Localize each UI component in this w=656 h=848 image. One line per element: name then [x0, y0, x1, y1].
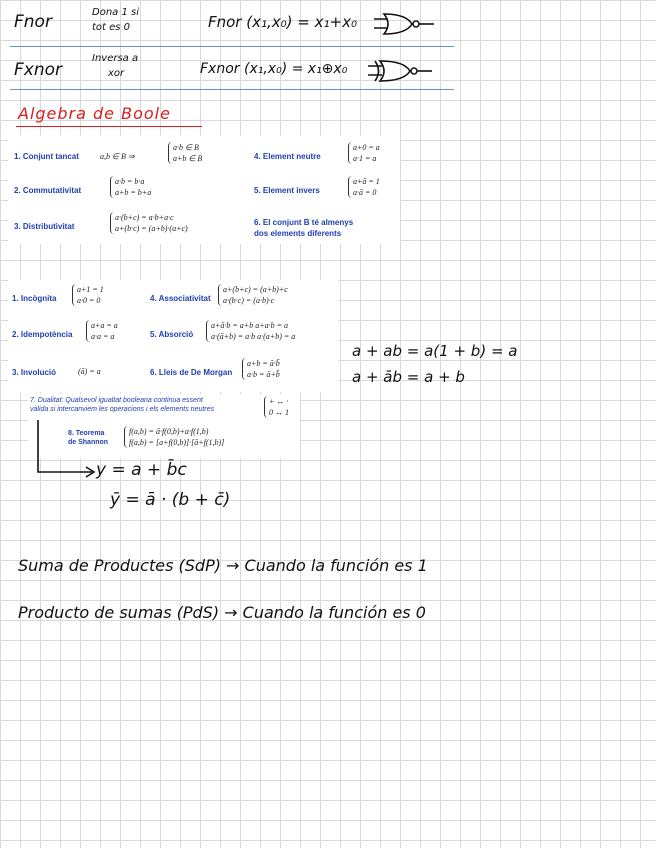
prop-a2-system: a·b = b·a a+b = b+a [110, 176, 151, 198]
prop-b6-system: a+b = ā·b̄ a·b = ā+b̄ [242, 358, 280, 380]
xnor-gate-icon [366, 58, 434, 84]
prop-b2-system: a+a = a a·a = a [86, 320, 118, 342]
fnor-formula: Fnor (x₁,x₀) = x₁+x₀ [208, 13, 357, 31]
prop-b3-label: 3. Involució [12, 368, 57, 377]
example-expression-2: ȳ = ā · (b + c̄) [110, 490, 231, 510]
prop-b5-label: 5. Absorció [150, 330, 194, 339]
fxnor-note-line2: xor [108, 68, 125, 79]
header-divider-1 [10, 46, 454, 47]
prop-a3-label: 3. Distributivitat [14, 222, 75, 231]
duality-line2: vàlida si intercanviem les operacions i els elements neutres [30, 406, 215, 413]
prop-b5-system: a+ā·b = a+b a+a·b = a a·(ā+b) = a·b a·(a+b) = a [206, 320, 295, 342]
prop-a3-system: a·(b+c) = a·b+a·c a+(b·c) = (a+b)·(a+c) [110, 212, 188, 234]
prop-a2-label: 2. Commutativitat [14, 186, 82, 195]
pos-note: Producto de sumas (PdS) → Cuando la función es 0 [18, 603, 426, 622]
absorption-note-2: a + āb = a + b [352, 368, 465, 386]
prop-a5-label: 5. Element invers [254, 186, 320, 195]
prop-a4-label: 4. Element neutre [254, 152, 321, 161]
fnor-name: Fnor [14, 12, 52, 32]
prop-b3-expr: (ā) = a [78, 367, 101, 376]
fxnor-name: Fxnor [14, 60, 63, 80]
fnor-note-line2: tot es 0 [92, 22, 131, 33]
sop-note: Suma de Productes (SdP) → Cuando la función es 1 [18, 556, 428, 575]
prop-a1-system: a·b ∈ B a+b ∈ B [168, 142, 202, 164]
duality-system: + ↔ · 0 ↔ 1 [264, 396, 289, 418]
header-divider-2 [10, 89, 454, 90]
section-title: Algebra de Boole [18, 104, 171, 123]
prop-b2-label: 2. Idempotència [12, 330, 73, 339]
prop-a1-pre: a,b ∈ B ⇒ [100, 152, 135, 161]
absorption-note-1: a + ab = a(1 + b) = a [352, 342, 518, 360]
prop-a6-label: 6. El conjunt B té almenys [254, 218, 354, 227]
properties-panel-a [8, 136, 400, 244]
example-expression-1: y = a + b̄c [96, 460, 187, 480]
duality-line1: 7. Dualitat: Qualsevol igualtat booleana continua essent [30, 397, 203, 404]
title-underline [16, 126, 202, 127]
properties-panel-b [8, 280, 338, 392]
bracket-arrow-icon [30, 418, 105, 482]
prop-a4-system: a+0 = a a·1 = a [348, 142, 380, 164]
prop-b1-label: 1. Incògnita [12, 294, 57, 303]
prop-a6-label2: dos elements diferents [254, 229, 342, 238]
prop-a1-label: 1. Conjunt tancat [14, 152, 79, 161]
prop-a5-system: a+ā = 1 a·ā = 0 [348, 176, 380, 198]
shannon-label2: de Shannon [68, 439, 109, 446]
prop-b1-system: a+1 = 1 a·0 = 0 [72, 284, 104, 306]
prop-b6-label: 6. Lleis de De Morgan [150, 368, 233, 377]
shannon-label1: 8. Teorema [68, 430, 105, 437]
prop-b4-label: 4. Associativitat [150, 294, 211, 303]
prop-b4-system: a+(b+c) = (a+b)+c a·(b·c) = (a·b)·c [218, 284, 288, 306]
nor-gate-icon [372, 12, 436, 36]
fxnor-note-line1: Inversa a [92, 53, 139, 64]
fxnor-formula: Fxnor (x₁,x₀) = x₁⊕x₀ [200, 61, 348, 77]
shannon-system: f(a,b) = ā·f(0,b)+a·f(1,b) f(a,b) = [a+f(0,b)]·[ā+f(1,b)] [124, 426, 224, 448]
fnor-note-line1: Dona 1 si [92, 7, 139, 18]
